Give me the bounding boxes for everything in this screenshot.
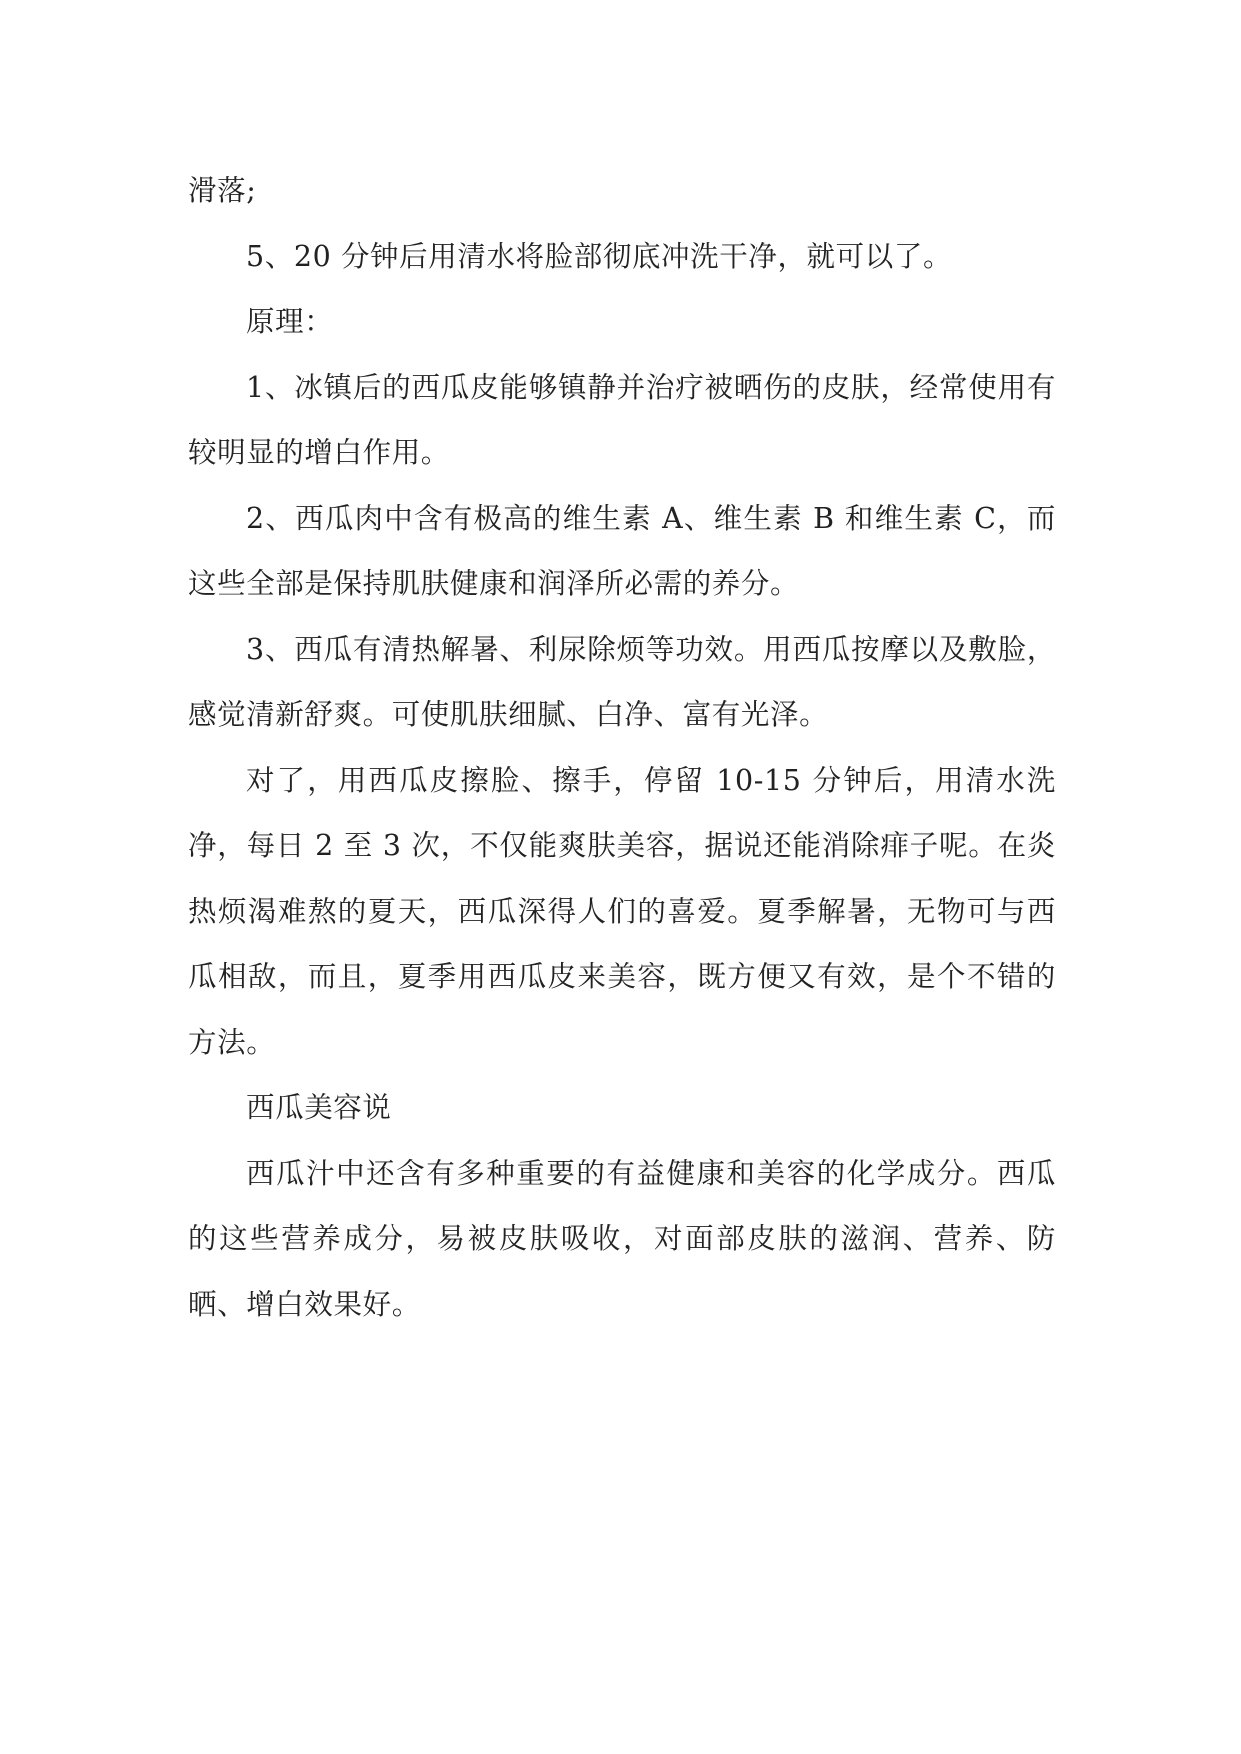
paragraph-principle-2: 2、西瓜肉中含有极高的维生素 A、维生素 B 和维生素 C，而这些全部是保持肌肤健康和润泽所必需的养分。 [188,501,1056,600]
document-body [188,158,1056,1337]
paragraph-continuation: 滑落; [188,174,257,207]
paragraph-step-5: 5、20 分钟后用清水将脸部彻底冲洗干净，就可以了。 [246,239,953,273]
paragraph-principle-heading: 原理： [246,305,334,338]
paragraph-principle-3: 3、西瓜有清热解暑、利尿除烦等功效。用西瓜按摩以及敷脸，感觉清新舒爽。可使肌肤细腻、白净、富有光泽。 [188,632,1056,731]
paragraph-section-heading: 西瓜美容说 [246,1091,392,1124]
paragraph-watermelon-juice: 西瓜汁中还含有多种重要的有益健康和美容的化学成分。西瓜的这些营养成分，易被皮肤吸收，对面部皮肤的滋润、营养、防晒、增白效果好。 [188,1156,1056,1321]
paragraph-principle-1: 1、冰镇后的西瓜皮能够镇静并治疗被晒伤的皮肤，经常使用有较明显的增白作用。 [188,370,1056,469]
paragraph-usage-tip: 对了，用西瓜皮擦脸、擦手，停留 10-15 分钟后，用清水洗净，每日 2 至 3 次，不仅能爽肤美容，据说还能消除痱子呢。在炎热烦渴难熬的夏天，西瓜深得人们的喜爱。夏季解暑，无物可与西瓜相敌，而且，夏季用西瓜皮来美容，既方便又有效，是个不错的方法。 [188,763,1056,1059]
